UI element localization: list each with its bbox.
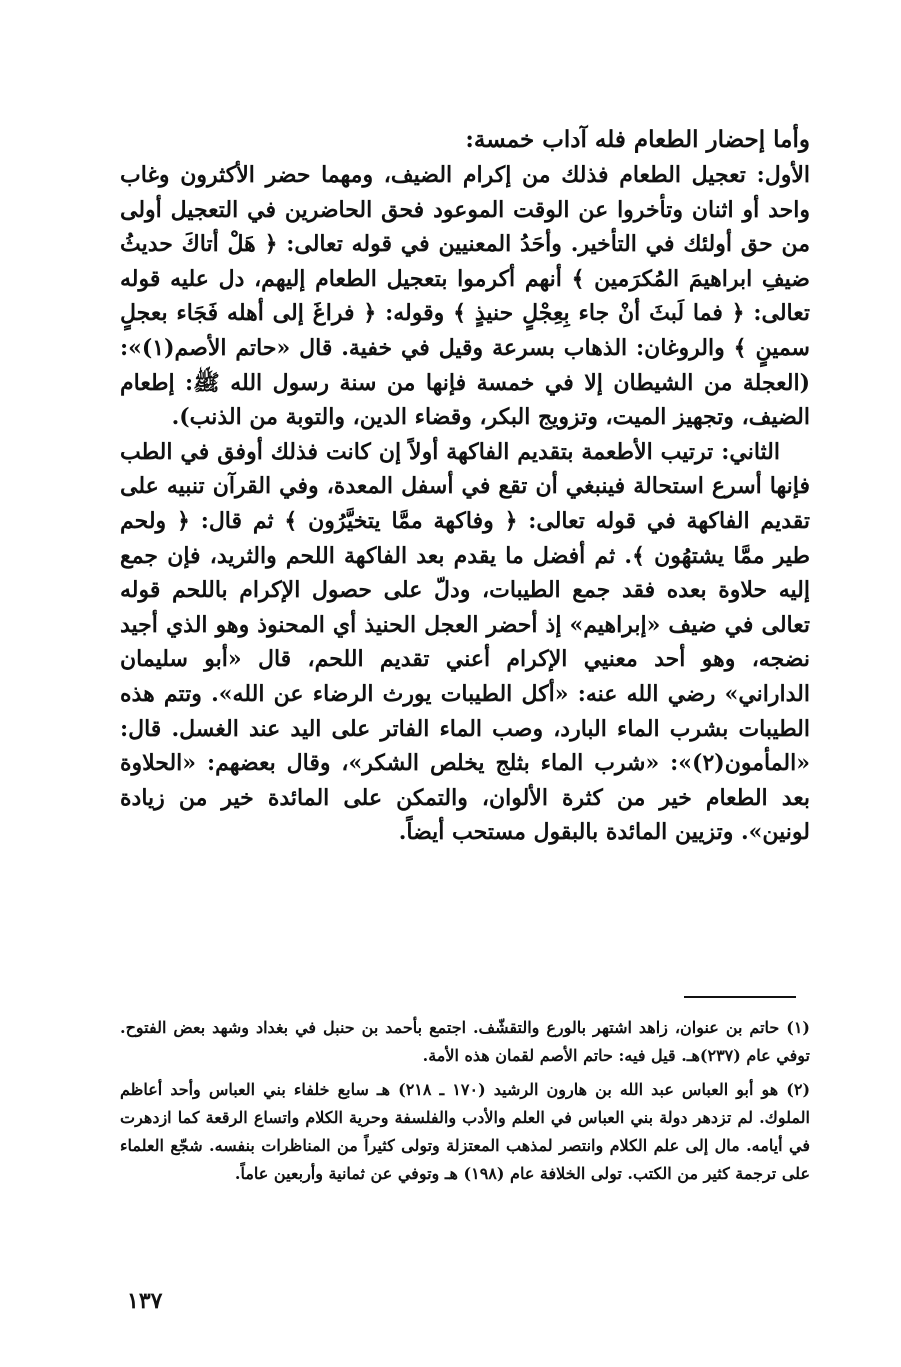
- footnote-1: (١) حاتم بن عنوان، زاهد اشتهر بالورع والتقشّف. اجتمع بأحمد بن حنبل في بغداد وشهد بعض الفتوح. توفي عام (٢٣٧)هـ. قيل فيه: حاتم الأصم لقمان هذه الأمة.: [120, 1018, 810, 1065]
- paragraph-second-text: ترتيب الأطعمة بتقديم الفاكهة أولاً إن كانت فذلك أوفق في الطب فإنها أسرع استحالة فينبغي أن تقع في أسفل المعدة، وفي القرآن تنبيه على تقديم الفاكهة في قوله تعالى: ﴿ وفاكهة ممَّا يتخيَّرُون ﴾ ثم قال: ﴿ ولحم طير ممَّا يشتهُون ﴾. ثم أفضل ما يقدم بعد الفاكهة اللحم والثريد، فإن جمع إليه حلاوة بعده فقد جمع الطيبات، ودلّ على حصول الإكرام باللحم قوله تعالى في ضيف «إبراهيم» إذ أحضر العجل الحنيذ أي المحنوذ وهو الذي أجيد نضجه، وهو أحد معنيي الإكرام أعني تقديم اللحم، قال «أبو سليمان الداراني» رضي الله عنه: «أكل الطيبات يورث الرضاء عن الله». وتتم هذه الطيبات بشرب الماء البارد، وصب الماء الفاتر على اليد عند الغسل. قال: «المأمون(٢)»: «شرب الماء بثلج يخلص الشكر»، وقال بعضهم: «الحلاوة بعد الطعام خير من كثرة الألوان، والتمكن على المائدة خير من زيادة لونين». وتزيين المائدة بالبقول مستحب أيضاً.: [120, 438, 810, 846]
- paragraph-second-label: الثاني:: [721, 438, 780, 465]
- paragraph-second: [120, 435, 810, 850]
- footnote-divider: [684, 996, 796, 998]
- section-heading: وأما إحضار الطعام فله آداب خمسة:: [465, 126, 810, 153]
- paragraph-first-text: تعجيل الطعام فذلك من إكرام الضيف، ومهما حضر الأكثرون وغاب واحد أو اثنان وتأخروا عن الوقت الموعود فحق الحاضرين في التعجيل أولى من حق أولئك في التأخير. وأحَدُ المعنيين في قوله تعالى: ﴿ هَلْ أتاكَ حديثُ ضيفِ ابراهيمَ المُكرَمين ﴾ أنهم أكرموا بتعجيل الطعام إليهم، دل عليه قوله تعالى: ﴿ فما لَبثَ أنْ جاء بِعِجْلٍ حنيذٍ ﴾ وقوله: ﴿ فراغَ إلى أهله فَجَاء بعجلٍ سمينٍ ﴾ والروغان: الذهاب بسرعة وقيل في خفية. قال «حاتم الأصم(١)»: (العجلة من الشيطان إلا في خمسة فإنها من سنة رسول الله ﷺ: إطعام الضيف، وتجهيز الميت، وتزويج البكر، وقضاء الدين، والتوبة من الذنب).: [120, 162, 810, 431]
- footnotes: [120, 1014, 810, 1194]
- main-text: [120, 122, 810, 850]
- paragraph-first-label: الأول:: [756, 162, 810, 188]
- paragraph-first: [120, 158, 810, 435]
- page-number: ١٣٧: [127, 1288, 163, 1314]
- footnote-2: (٢) هو أبو العباس عبد الله بن هارون الرشيد (١٧٠ ـ ٢١٨) هـ سابع خلفاء بني العباس وأحد أعاظم الملوك. لم تزدهر دولة بني العباس في العلم والأدب والفلسفة وحرية الكلام واتساع الرقعة كما ازدهرت في أيامه. مال إلى علم الكلام وانتصر لمذهب المعتزلة وتولى كثيراً من المناظرات بنفسه. شجّع العلماء على ترجمة كثير من الكتب. تولى الخلافة عام (١٩٨) هـ وتوفي عن ثمانية وأربعين عاماً.: [120, 1080, 811, 1183]
